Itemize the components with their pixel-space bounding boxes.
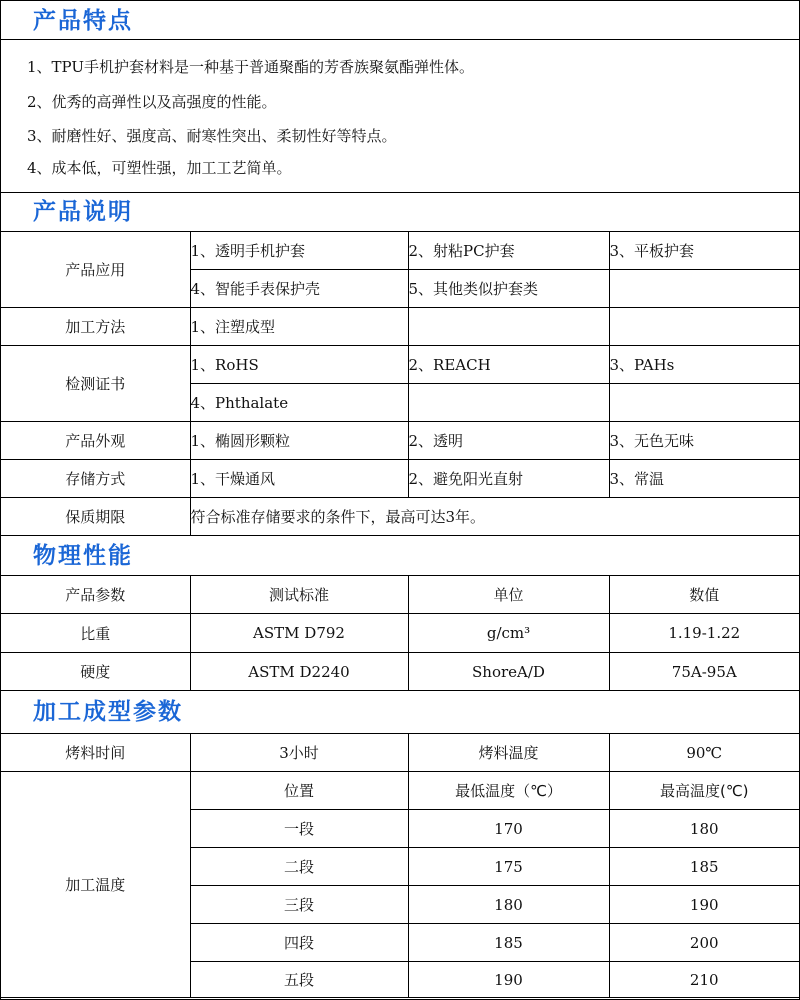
zone-name: 五段 (190, 962, 408, 998)
processing-temp-label: 加工温度 (1, 772, 190, 998)
physical-section-title: 物理性能 (33, 543, 133, 569)
appearance-item: 2、透明 (408, 422, 609, 460)
table-row (1, 734, 799, 772)
description-table (1, 231, 799, 536)
table-row (1, 422, 799, 460)
application-item: 2、射粘PC护套 (408, 232, 609, 270)
table-header-row (1, 576, 799, 614)
table-row (1, 498, 799, 536)
max-temp: 190 (609, 886, 799, 924)
drying-time-label: 烤料时间 (1, 734, 190, 772)
description-section-title: 产品说明 (33, 199, 133, 225)
zone-name: 二段 (190, 848, 408, 886)
processing-section-title: 加工成型参数 (33, 699, 183, 725)
table-row (1, 232, 799, 270)
empty-cell (609, 308, 799, 346)
application-item: 5、其他类似护套类 (408, 270, 609, 308)
feature-item: 1、TPU手机护套材料是一种基于普通聚酯的芳香族聚氨酯弹性体。 (27, 58, 475, 76)
max-temp: 200 (609, 924, 799, 962)
application-item: 4、智能手表保护壳 (190, 270, 408, 308)
min-temp: 180 (408, 886, 609, 924)
method-item: 1、注塑成型 (190, 308, 408, 346)
zone-name: 四段 (190, 924, 408, 962)
value: 1.19-1.22 (609, 614, 799, 653)
empty-cell (408, 308, 609, 346)
header-cell: 产品参数 (1, 576, 190, 614)
method-label: 加工方法 (1, 308, 190, 346)
cert-item: 4、Phthalate (190, 384, 408, 422)
max-temp: 185 (609, 848, 799, 886)
header-cell: 测试标准 (190, 576, 408, 614)
cert-item: 1、RoHS (190, 346, 408, 384)
drying-temp-label: 烤料温度 (408, 734, 609, 772)
appearance-item: 1、椭圆形颗粒 (190, 422, 408, 460)
features-section-title: 产品特点 (33, 8, 133, 34)
max-temp: 210 (609, 962, 799, 998)
shelf-label: 保质期限 (1, 498, 190, 536)
zone-name: 一段 (190, 810, 408, 848)
appearance-label: 产品外观 (1, 422, 190, 460)
min-temp: 190 (408, 962, 609, 998)
value: 75A-95A (609, 653, 799, 691)
test-standard: ASTM D2240 (190, 653, 408, 691)
feature-item: 3、耐磨性好、强度高、耐寒性突出、柔韧性好等特点。 (27, 127, 397, 145)
drying-time-value: 3小时 (190, 734, 408, 772)
unit: g/cm³ (408, 614, 609, 653)
header-cell: 位置 (190, 772, 408, 810)
param-name: 比重 (1, 614, 190, 653)
cert-item: 2、REACH (408, 346, 609, 384)
header-cell: 最低温度（℃） (408, 772, 609, 810)
min-temp: 185 (408, 924, 609, 962)
application-label: 产品应用 (1, 232, 190, 308)
table-row (1, 460, 799, 498)
storage-item: 1、干燥通风 (190, 460, 408, 498)
shelf-text: 符合标准存储要求的条件下，最高可达3年。 (190, 498, 799, 536)
drying-temp-value: 90℃ (609, 734, 799, 772)
header-cell: 最高温度(℃) (609, 772, 799, 810)
header-cell: 数值 (609, 576, 799, 614)
max-temp: 180 (609, 810, 799, 848)
feature-item: 4、成本低，可塑性强，加工工艺简单。 (27, 159, 292, 177)
table-header-row (1, 772, 799, 810)
table-row (1, 653, 799, 691)
storage-label: 存储方式 (1, 460, 190, 498)
table-row (1, 614, 799, 653)
storage-item: 3、常温 (609, 460, 799, 498)
table-row (1, 308, 799, 346)
test-standard: ASTM D792 (190, 614, 408, 653)
feature-item: 2、优秀的高弹性以及高强度的性能。 (27, 93, 277, 111)
header-cell: 单位 (408, 576, 609, 614)
divider (1, 39, 799, 40)
empty-cell (408, 384, 609, 422)
min-temp: 175 (408, 848, 609, 886)
cert-item: 3、PAHs (609, 346, 799, 384)
empty-cell (609, 270, 799, 308)
table-row (1, 346, 799, 384)
empty-cell (609, 384, 799, 422)
appearance-item: 3、无色无味 (609, 422, 799, 460)
unit: ShoreA/D (408, 653, 609, 691)
param-name: 硬度 (1, 653, 190, 691)
storage-item: 2、避免阳光直射 (408, 460, 609, 498)
processing-table (1, 733, 799, 998)
min-temp: 170 (408, 810, 609, 848)
application-item: 1、透明手机护套 (190, 232, 408, 270)
cert-label: 检测证书 (1, 346, 190, 422)
physical-table (1, 575, 799, 691)
application-item: 3、平板护套 (609, 232, 799, 270)
zone-name: 三段 (190, 886, 408, 924)
